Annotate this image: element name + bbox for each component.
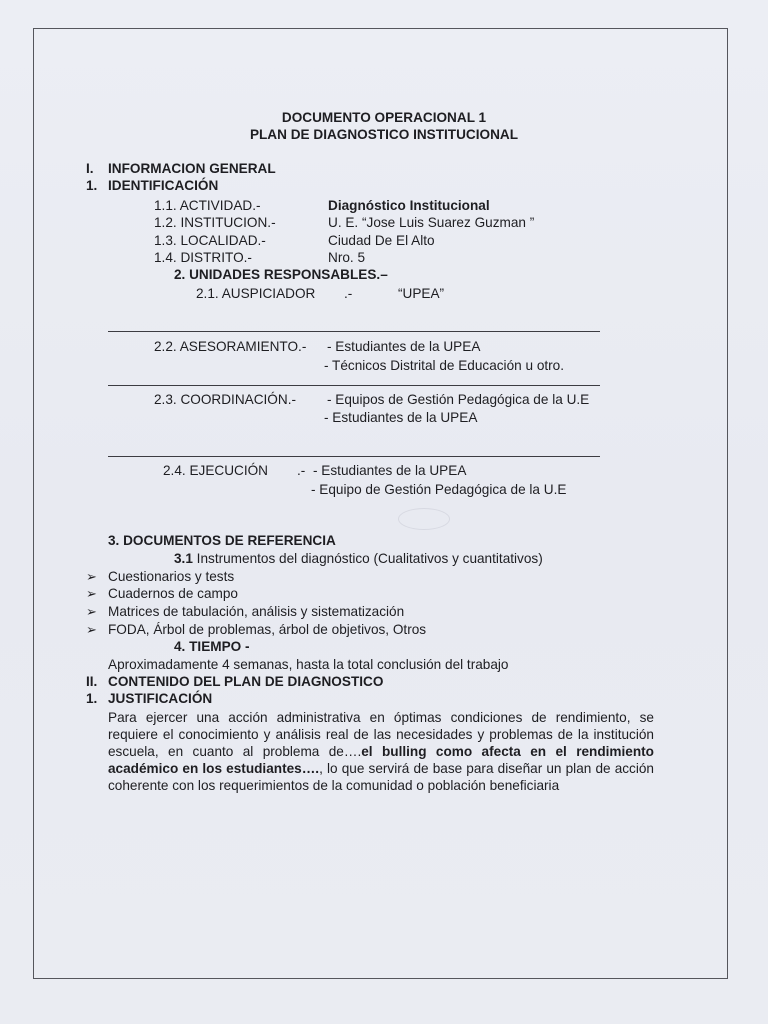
field-value-actividad: Diagnóstico Institucional [328,198,490,213]
field-label-ejecucion: 2.4. EJECUCIÓN [163,463,268,478]
divider-line [108,456,600,457]
field-label-coordinacion: 2.3. COORDINACIÓN.- [154,392,296,407]
faint-mark [398,508,450,530]
field-label-auspiciador: 2.1. AUSPICIADOR [196,286,316,301]
references-heading: 3. DOCUMENTOS DE REFERENCIA [108,533,336,548]
field-label-localidad: 1.3. LOCALIDAD.- [154,233,266,248]
instruments-text: Instrumentos del diagnóstico (Cualitativos y cuantitativos) [192,551,543,566]
field-label-institucion: 1.2. INSTITUCION.- [154,215,276,230]
bullet-item: Matrices de tabulación, análisis y sistematización [108,604,405,619]
divider-line [108,385,600,386]
instruments-number: 3.1 [174,551,193,566]
bullet-item: Cuadernos de campo [108,586,238,601]
subsection-number-1: 1. [86,178,98,193]
field-value-institucion: U. E. “Jose Luis Suarez Guzman ” [328,215,535,230]
section-number-2: II. [86,674,98,689]
bullet-item: FODA, Árbol de problemas, árbol de objetivos, Otros [108,622,427,637]
instruments-line [174,551,543,567]
document-subtitle: PLAN DE DIAGNOSTICO INSTITUCIONAL [249,127,519,142]
bullet-arrow-icon: ➢ [86,622,97,637]
justification-text-1: Para ejercer una acción administrativa en óptimas condiciones de rendimiento, se requiere el conocimiento y análisis real de las necesidades y problemas de la institución escuela, en cuanto al problema de…. [108,710,654,759]
field-value-coordinacion-1: - Equipos de Gestión Pedagógica de la U.E [327,392,590,407]
field-label-distrito: 1.4. DISTRITO.- [154,250,252,265]
field-value-ejecucion-1: - Estudiantes de la UPEA [313,463,467,478]
field-value-distrito: Nro. 5 [328,250,366,265]
field-value-asesoramiento-1: - Estudiantes de la UPEA [327,339,481,354]
field-value-asesoramiento-2: - Técnicos Distrital de Educación u otro. [324,358,565,373]
document-title: DOCUMENTO OPERACIONAL 1 [281,110,487,125]
divider-line [108,331,600,332]
section-number-1: I. [86,161,94,176]
field-label-actividad: 1.1. ACTIVIDAD.- [154,198,261,213]
units-heading: 2. UNIDADES RESPONSABLES.– [174,267,388,282]
bullet-arrow-icon: ➢ [86,586,97,601]
field-label-asesoramiento: 2.2. ASESORAMIENTO.- [154,339,307,354]
bullet-item: Cuestionarios y tests [108,569,235,584]
field-value-auspiciador: “UPEA” [398,286,445,301]
justification-text-2: , lo que servirá de base para diseñar un plan de acción coherente con los requerimientos de la comunidad o población beneficiaria [108,761,654,793]
section-heading-2: CONTENIDO DEL PLAN DE DIAGNOSTICO [108,674,384,689]
field-value-localidad: Ciudad De El Alto [328,233,435,248]
subsection-heading-identificacion: IDENTIFICACIÓN [108,178,219,193]
bullet-arrow-icon: ➢ [86,604,97,619]
bullet-arrow-icon: ➢ [86,569,97,584]
separator-ejecucion: .- [297,463,306,478]
time-heading: 4. TIEMPO - [174,639,250,654]
justification-emphasis: el bulling como afecta en el rendimiento académico en los estudiantes…. [108,744,654,776]
time-text: Aproximadamente 4 semanas, hasta la total conclusión del trabajo [108,657,509,672]
section-heading-1: INFORMACION GENERAL [108,161,276,176]
subsection-number-2: 1. [86,691,98,706]
field-value-coordinacion-2: - Estudiantes de la UPEA [324,410,478,425]
separator-auspiciador: .- [344,286,353,301]
field-value-ejecucion-2: - Equipo de Gestión Pedagógica de la U.E [311,482,567,497]
subsection-heading-justificacion: JUSTIFICACIÓN [108,691,213,706]
justification-paragraph [108,709,654,794]
